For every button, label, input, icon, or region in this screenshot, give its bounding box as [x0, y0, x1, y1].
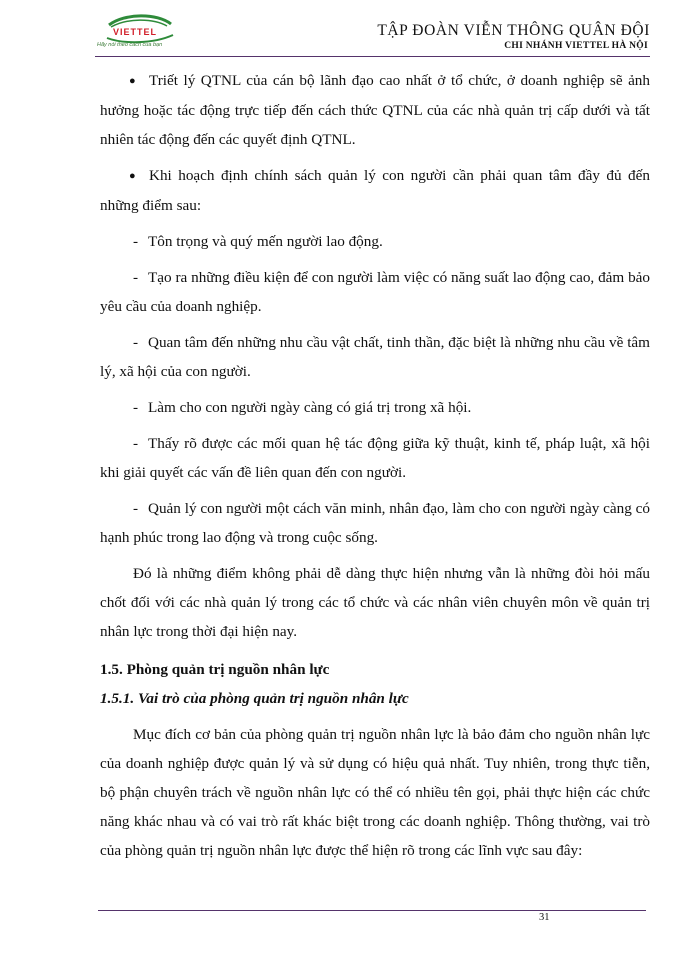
document-body: [100, 66, 650, 865]
dash-item: [100, 494, 650, 552]
dash-item-text: Thấy rõ được các mối quan hệ tác động giữa kỹ thuật, kinh tế, pháp luật, xã hội khi giải quyết các vấn đề liên quan đến con người.: [100, 435, 650, 481]
dash-icon: -: [133, 334, 139, 351]
footer-rule: [98, 910, 646, 911]
bullet-dot-icon: ●: [129, 170, 136, 182]
bullet-paragraph-2: [100, 161, 650, 220]
dash-item: [100, 328, 650, 386]
dash-item-text: Tôn trọng và quý mến người lao động.: [148, 233, 383, 250]
header-subtitle: CHI NHÁNH VIETTEL HÀ NỘI: [504, 41, 648, 51]
bullet-text-2: Khi hoạch định chính sách quản lý con người cần phải quan tâm đầy đủ đến những điểm sau:: [100, 167, 650, 214]
viettel-logo: [95, 14, 215, 54]
page-header: [95, 14, 650, 56]
dash-icon: -: [133, 233, 139, 250]
dash-item: [100, 263, 650, 321]
dash-icon: -: [133, 435, 139, 452]
dash-icon: -: [133, 500, 139, 517]
logo-tagline: Hãy nói theo cách của bạn: [97, 42, 163, 48]
dash-item-text: Quản lý con người một cách văn minh, nhân đạo, làm cho con người ngày càng có hạnh phúc trong lao động và trong cuộc sống.: [100, 500, 650, 546]
paragraph-purpose: Mục đích cơ bản của phòng quản trị nguồn nhân lực là bảo đảm cho nguồn nhân lực của doanh nghiệp được quản lý và sử dụng có hiệu quả nhất. Tuy nhiên, trong thực tiễn, bộ phận chuyên trách về nguồn nhân lực có thể có nhiều tên gọi, phải thực hiện các chức năng khác nhau và có vai trò rất khác biệt trong các doanh nghiệp. Thông thường, vai trò của phòng quản trị nguồn nhân lực được thể hiện rõ trong các lĩnh vực sau đây:: [100, 726, 650, 859]
header-title: TẬP ĐOÀN VIỄN THÔNG QUÂN ĐỘI: [377, 22, 650, 39]
svg-text:VIETTEL: VIETTEL: [113, 27, 158, 37]
dash-item-text: Làm cho con người ngày càng có giá trị trong xã hội.: [148, 399, 472, 416]
dash-item-text: Quan tâm đến những nhu cầu vật chất, tinh thần, đặc biệt là những nhu cầu về tâm lý, xã hội của con người.: [100, 334, 650, 380]
dash-item: [100, 429, 650, 487]
page-number: 31: [539, 912, 550, 923]
viettel-logo-mark: [95, 14, 215, 44]
dash-item: [100, 227, 650, 256]
bullet-dot-icon: ●: [129, 75, 136, 87]
header-rule: [95, 56, 650, 57]
dash-item-text: Tạo ra những điều kiện để con người làm việc có năng suất lao động cao, đảm bảo yêu cầu của doanh nghiệp.: [100, 269, 650, 315]
dash-item: [100, 393, 650, 422]
bullet-paragraph-1: [100, 66, 650, 154]
subsection-heading: 1.5.1. Vai trò của phòng quản trị nguồn nhân lực: [100, 690, 409, 707]
dash-icon: -: [133, 399, 139, 416]
section-heading: 1.5. Phòng quản trị nguồn nhân lực: [100, 661, 330, 678]
bullet-text-1: Triết lý QTNL của cán bộ lãnh đạo cao nhất ở tổ chức, ở doanh nghiệp sẽ ảnh hưởng hoặc tác động trực tiếp đến cách thức QTNL của các nhà quản trị cấp dưới và tất nhiên tác động đến các quyết định QTNL.: [100, 72, 650, 148]
dash-icon: -: [133, 269, 139, 286]
paragraph-conclusion: Đó là những điểm không phải dễ dàng thực hiện nhưng vẫn là những đòi hỏi mấu chốt đối với các nhà quản lý trong các tổ chức và các nhân viên chuyên môn về quản trị nhân lực trong thời đại hiện nay.: [100, 565, 650, 640]
